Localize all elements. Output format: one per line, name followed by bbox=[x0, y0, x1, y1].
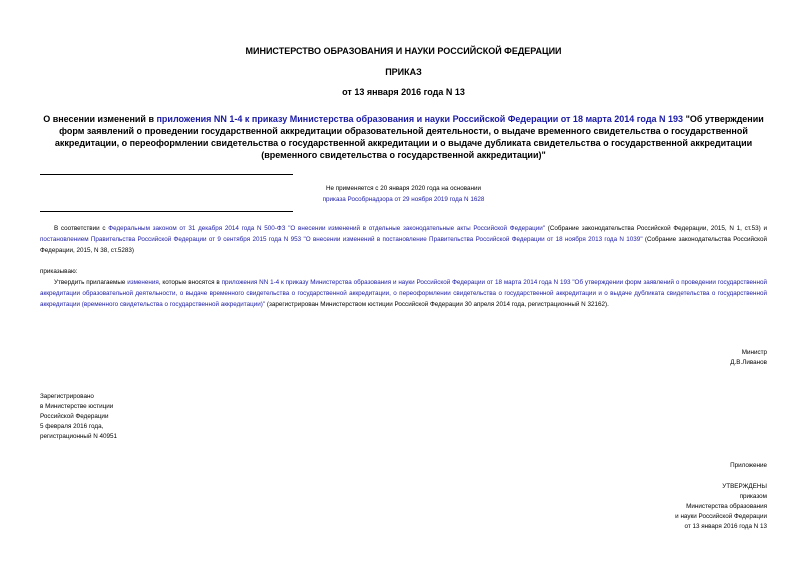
registration-line-5: регистрационный N 40951 bbox=[40, 433, 118, 440]
status-note-link-wrap bbox=[0, 194, 807, 205]
appendix-line-3: и науки Российской Федерации bbox=[675, 513, 767, 520]
signature-role: Министр bbox=[741, 349, 767, 356]
preamble-text-3: (Собрание законодательства Российской Федерации, 2015, N 38, ст.5283) bbox=[40, 236, 768, 254]
changes-link[interactable]: изменения bbox=[127, 279, 159, 286]
registration-line-2: в Министерстве юстиции bbox=[40, 403, 114, 410]
appendix-line-1: приказом bbox=[739, 493, 767, 500]
status-note-line: Не применяется с 20 января 2020 года на основании bbox=[325, 185, 482, 192]
registration-line-1: Зарегистрировано bbox=[40, 393, 94, 400]
approve-paragraph bbox=[40, 277, 767, 310]
preamble-text-2: (Собрание законодательства Российской Федерации, 2015, N 1, ст.53) и bbox=[545, 225, 767, 232]
document-date-number: от 13 января 2016 года N 13 bbox=[342, 87, 465, 97]
appendix-line-2: Министерства образования bbox=[686, 503, 767, 510]
divider-bottom bbox=[40, 211, 293, 212]
government-decree-link[interactable]: постановлением Правительства Российской Федерации от 9 сентября 2015 года N 953 "О внесении изменений в постановление Правительства Российской Федерации от 18 ноября 2013 года N 1039" bbox=[40, 236, 643, 243]
appendix-line-4: от 13 января 2016 года N 13 bbox=[684, 523, 767, 530]
approve-text-3: (зарегистрирован Министерством юстиции Российской Федерации 30 апреля 2014 года, регистрационный N 32162). bbox=[265, 301, 609, 308]
order-word: приказываю: bbox=[40, 268, 78, 275]
appendix-label: Приложение bbox=[730, 462, 767, 469]
document-type: ПРИКАЗ bbox=[385, 67, 422, 77]
signature-name: Д.В.Ливанов bbox=[730, 359, 767, 366]
title-link[interactable]: приложения NN 1-4 к приказу Министерства образования и науки Российской Федерации от 18 марта 2014 года N 193 bbox=[156, 114, 684, 124]
registration-line-3: Российской Федерации bbox=[40, 413, 109, 420]
appendices-link[interactable]: приложения NN 1-4 к приказу Министерства образования и науки Российской Федерации от 18 марта 2014 года N 193 "Об утверждении форм заявлений о проведении государственной аккредитации образовательной деятельности, о выдаче временного свидетельства о государственной аккредитации, о переоформлении свидетельства о государственной аккредитации и о выдаче дубликата свидетельства о государственной аккредитации (временного свидетельства о государственной аккредитации)" bbox=[40, 279, 767, 308]
status-note-link[interactable]: приказа Рособрнадзора от 29 ноября 2019 года N 1628 bbox=[322, 196, 485, 203]
title-suffix: "Об утверждении форм заявлений о проведении государственной аккредитации образовательной деятельности, о выдаче временного свидетельства о государственной аккредитации, о переоформлении свидетельства о государственной аккредитации и о выдаче дубликата свидетельства о государственной аккредитации (временного свидетельства о государственной аккредитации)" bbox=[54, 114, 764, 160]
approve-text-1: Утвердить прилагаемые bbox=[54, 279, 128, 286]
document-title bbox=[40, 113, 767, 161]
title-prefix: О внесении изменений в bbox=[43, 114, 157, 124]
preamble-text-1: В соответствии с bbox=[54, 225, 109, 232]
federal-law-link[interactable]: Федеральным законом от 31 декабря 2014 года N 500-ФЗ "О внесении изменений в отдельные законодательные акты Российской Федерации" bbox=[108, 225, 546, 232]
preamble-paragraph bbox=[40, 223, 767, 256]
registration-line-4: 5 февраля 2016 года, bbox=[40, 423, 104, 430]
ministry-heading: МИНИСТЕРСТВО ОБРАЗОВАНИЯ И НАУКИ РОССИЙСКОЙ ФЕДЕРАЦИИ bbox=[245, 46, 562, 56]
appendix-approved: УТВЕРЖДЕНЫ bbox=[722, 483, 767, 490]
approve-text-2: , которые вносятся в bbox=[158, 279, 222, 286]
divider-top bbox=[40, 174, 293, 175]
